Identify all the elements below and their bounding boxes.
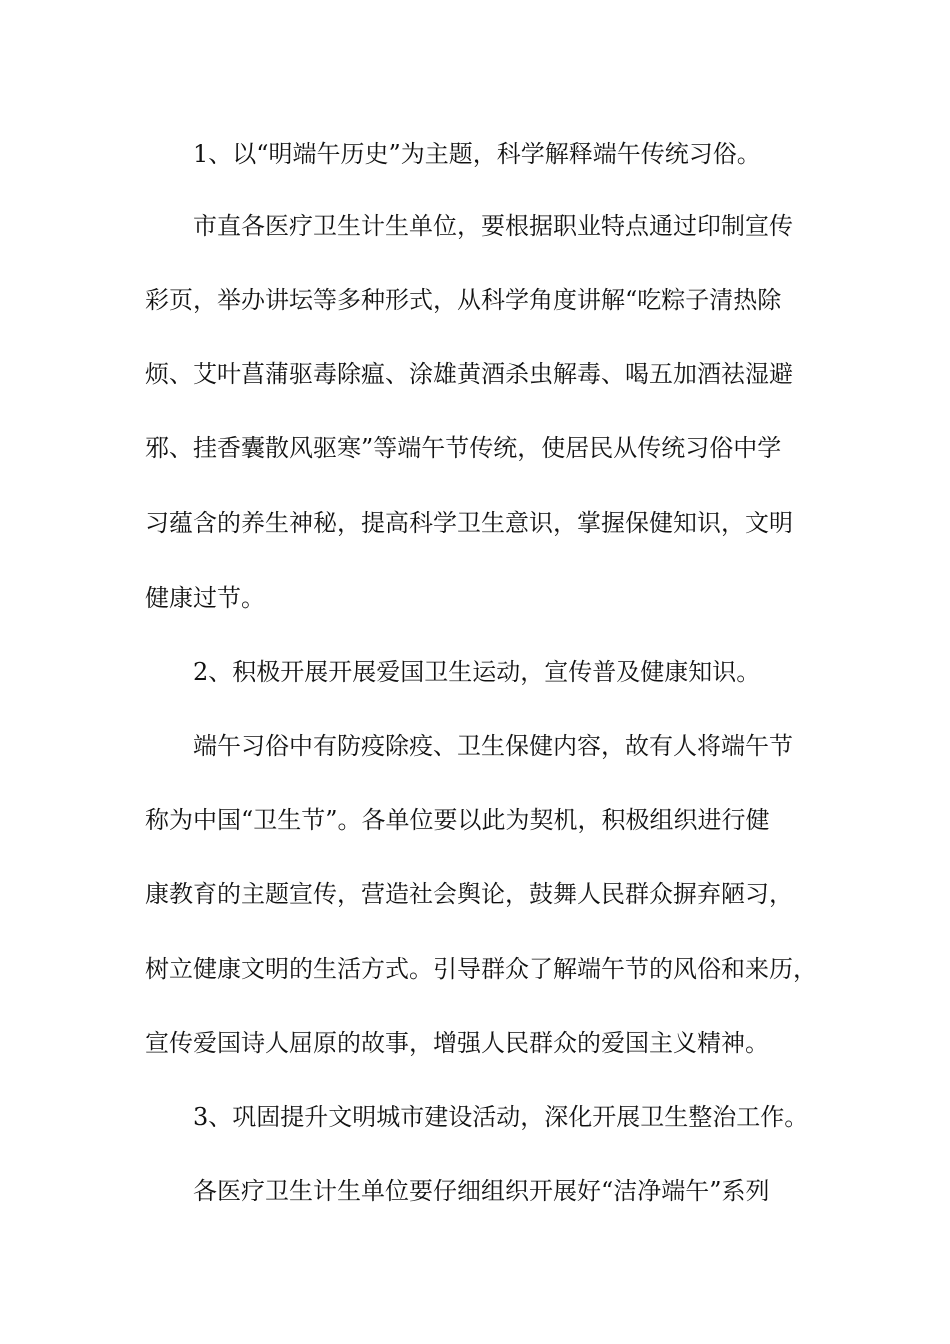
paragraph-2-line-2: 称为中国“卫生节”。各单位要以此为契机，积极组织进行健 — [145, 806, 770, 834]
paragraph-2-line-4: 树立健康文明的生活方式。引导群众了解端午节的风俗和来历， — [145, 955, 817, 983]
paragraph-1-line-5: 习蕴含的养生神秘，提高科学卫生意识，掌握保健知识，文明 — [145, 509, 793, 537]
heading-1: 1、以“明端午历史”为主题，科学解释端午传统习俗。 — [193, 140, 761, 168]
paragraph-2-line-5: 宣传爱国诗人屈原的故事，增强人民群众的爱国主义精神。 — [145, 1029, 769, 1057]
paragraph-1-line-6: 健康过节。 — [145, 584, 265, 612]
heading-2: 2、积极开展开展爱国卫生运动，宣传普及健康知识。 — [193, 658, 761, 686]
paragraph-2-line-3: 康教育的主题宣传，营造社会舆论，鼓舞人民群众摒弃陋习， — [145, 880, 793, 908]
paragraph-1-line-2: 彩页，举办讲坛等多种形式，从科学角度讲解“吃粽子清热除 — [145, 286, 782, 314]
paragraph-1-line-4: 邪、挂香囊散风驱寒”等端午节传统，使居民从传统习俗中学 — [145, 434, 782, 462]
paragraph-1-line-1: 市直各医疗卫生计生单位，要根据职业特点通过印制宣传 — [193, 212, 793, 240]
paragraph-1-line-3: 烦、艾叶菖蒲驱毒除瘟、涂雄黄酒杀虫解毒、喝五加酒祛湿避 — [145, 360, 793, 388]
paragraph-3-line-1: 各医疗卫生计生单位要仔细组织开展好“洁净端午”系列 — [193, 1177, 770, 1205]
paragraph-2-line-1: 端午习俗中有防疫除疫、卫生保健内容，故有人将端午节 — [193, 732, 793, 760]
heading-3: 3、巩固提升文明城市建设活动，深化开展卫生整治工作。 — [193, 1103, 809, 1131]
